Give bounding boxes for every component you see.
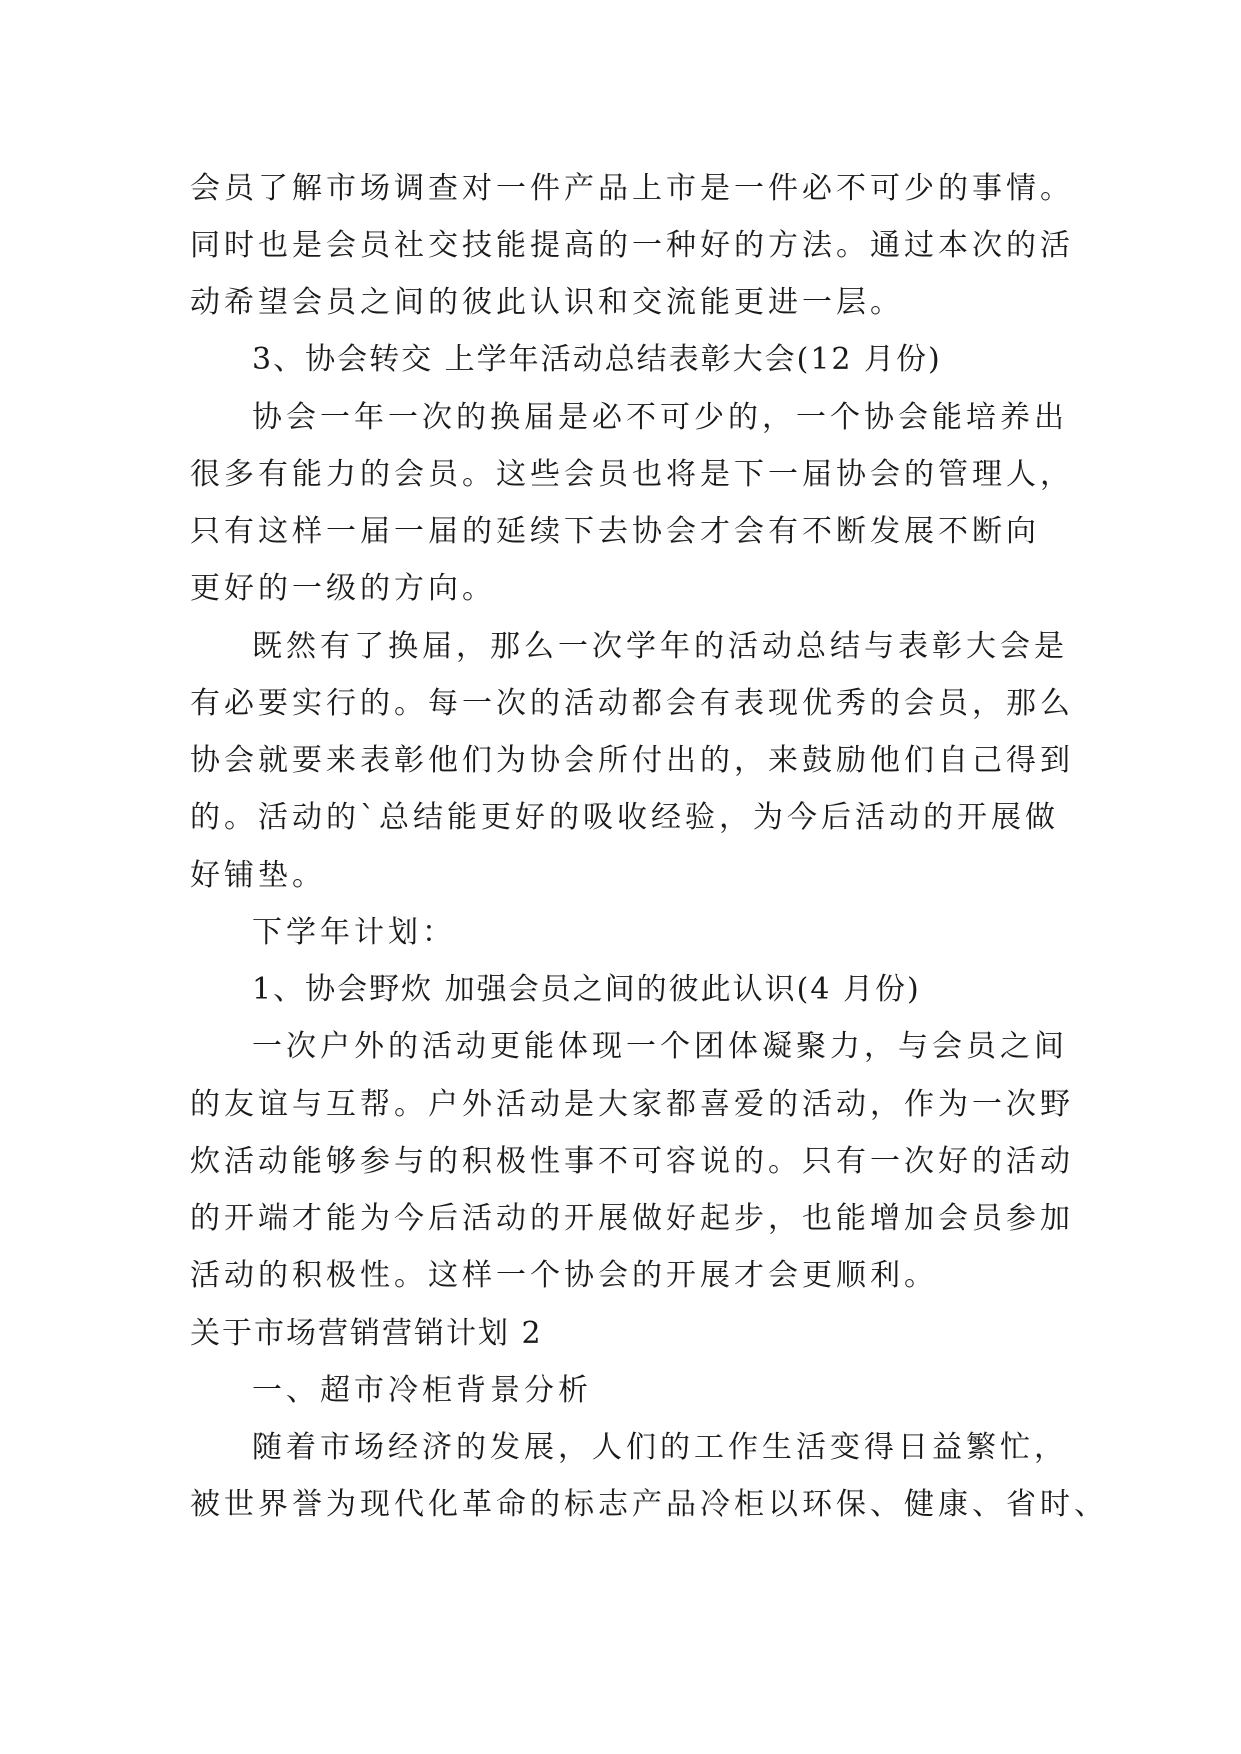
- text-line: 随着市场经济的发展，人们的工作生活变得日益繁忙，: [252, 1430, 1068, 1465]
- text-line: 动希望会员之间的彼此认识和交流能更进一层。: [190, 285, 904, 320]
- text-line: 协会一年一次的换届是必不可少的，一个协会能培养出: [252, 400, 1068, 435]
- text-line: 更好的一级的方向。: [190, 571, 496, 606]
- text-line: 好铺垫。: [190, 858, 326, 893]
- document-title: 关于市场营销营销计划 2: [190, 1316, 543, 1351]
- text-line: 有必要实行的。每一次的活动都会有表现优秀的会员，那么: [190, 686, 1074, 721]
- text-line: 被世界誉为现代化革命的标志产品冷柜以环保、健康、省时、: [190, 1487, 1108, 1522]
- text-line: 同时也是会员社交技能提高的一种好的方法。通过本次的活: [190, 228, 1074, 263]
- text-line: 只有这样一届一届的延续下去协会才会有不断发展不断向: [190, 514, 1040, 549]
- text-line: 的友谊与互帮。户外活动是大家都喜爱的活动，作为一次野: [190, 1087, 1074, 1122]
- text-line: 协会就要来表彰他们为协会所付出的，来鼓励他们自己得到: [190, 743, 1074, 778]
- section-heading: 下学年计划：: [252, 915, 456, 950]
- text-line: 会员了解市场调查对一件产品上市是一件必不可少的事情。: [190, 171, 1074, 206]
- text-line: 的。活动的`总结能更好的吸收经验，为今后活动的开展做: [190, 800, 1059, 835]
- section-heading: 一、超市冷柜背景分析: [252, 1373, 592, 1408]
- text-line: 炊活动能够参与的积极性事不可容说的。只有一次好的活动: [190, 1144, 1074, 1179]
- text-line: 的开端才能为今后活动的开展做好起步，也能增加会员参加: [190, 1201, 1074, 1236]
- section-heading: 3、协会转交 上学年活动总结表彰大会(12 月份): [252, 342, 942, 377]
- text-line: 既然有了换届，那么一次学年的活动总结与表彰大会是: [252, 629, 1068, 664]
- text-line: 很多有能力的会员。这些会员也将是下一届协会的管理人，: [190, 457, 1074, 492]
- text-line: 一次户外的活动更能体现一个团体凝聚力，与会员之间: [252, 1029, 1068, 1064]
- text-line: 活动的积极性。这样一个协会的开展才会更顺利。: [190, 1258, 938, 1293]
- section-heading: 1、协会野炊 加强会员之间的彼此认识(4 月份): [252, 972, 921, 1007]
